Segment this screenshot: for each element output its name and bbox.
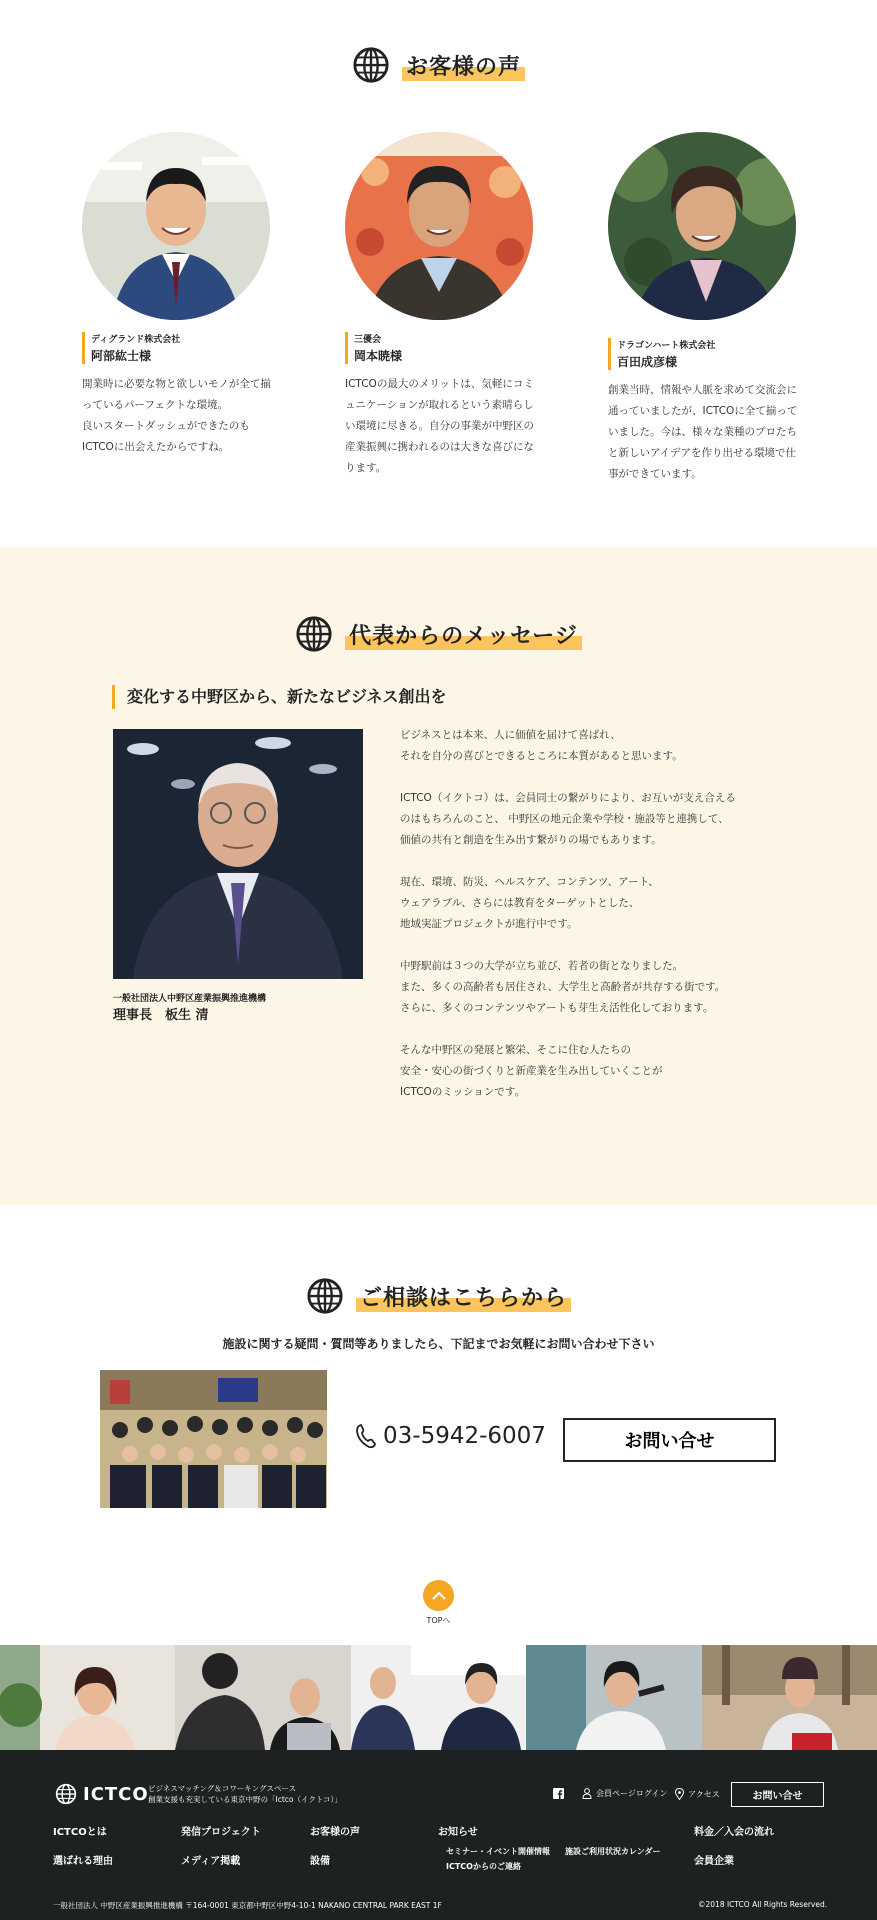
globe-icon <box>295 615 333 653</box>
phone-icon <box>355 1423 377 1449</box>
message-paragraph: 現在、環境、防災、ヘルスケア、コンテンツ、アート、 ウェアラブル、さらには教育をターゲットとした、 地域実証プロジェクトが進行中です。 <box>400 876 659 930</box>
chevron-up-icon <box>432 1591 446 1601</box>
facebook-icon <box>553 1788 564 1799</box>
customer-identity <box>345 332 545 364</box>
message-paragraph: ICTCO（イクトコ）は、会員同士の繋がりにより、お互いが支え合える のはもちろんのこと、 中野区の地元企業や学校・施設等と連携して、 価値の共有と創造を生み出す繋がりの場でもあります。 <box>400 792 736 846</box>
voice-card <box>608 132 808 485</box>
facebook-link[interactable] <box>553 1788 564 1799</box>
contact-title: ご相談はこちらから <box>356 1281 571 1312</box>
phone-number-text: 03-5942-6007 <box>383 1423 546 1449</box>
site-logo[interactable] <box>55 1783 149 1805</box>
footer-nav-voices[interactable]: お客様の声 <box>310 1827 360 1838</box>
group-photo <box>100 1370 327 1508</box>
customer-photo <box>82 132 270 320</box>
contact-lead: 施設に関する疑問・質問等ありましたら、下記までお気軽にお問い合わせ下さい <box>222 1337 655 1351</box>
customer-identity <box>608 338 808 370</box>
message-headline: 変化する中野区から、新たなビジネス創出を <box>112 685 447 709</box>
footer-nav-about[interactable]: ICTCOとは <box>53 1827 107 1838</box>
message-paragraph: ビジネスとは本来、人に価値を届けて喜ばれ、 それを自分の喜びとできるところに本質があると思います。 <box>400 729 683 762</box>
access-link[interactable] <box>675 1788 720 1800</box>
voice-card <box>82 132 282 458</box>
voices-title: お客様の声 <box>402 50 525 81</box>
strip-photo <box>526 1645 701 1750</box>
footer-nav-contact-from[interactable]: ICTCOからのご連絡 <box>446 1862 521 1871</box>
member-login-link[interactable] <box>582 1788 667 1799</box>
user-icon <box>582 1788 592 1799</box>
back-to-top-button[interactable] <box>423 1580 454 1611</box>
message-title: 代表からのメッセージ <box>345 619 582 650</box>
globe-icon <box>55 1783 77 1805</box>
map-pin-icon <box>675 1788 684 1800</box>
strip-photo <box>0 1645 175 1750</box>
logo-text: ICTCO <box>83 1783 149 1805</box>
strip-photo <box>702 1645 877 1750</box>
customer-comment: 開業時に必要な物と欲しいモノが全て揃 っているパーフェクトな環境。 良いスタートダッシュができたのも ICTCOに出会えたからですね。 <box>82 378 271 453</box>
footer-nav-members[interactable]: 会員企業 <box>694 1856 734 1867</box>
customer-company: 三優会 <box>354 335 382 345</box>
customer-company: ディグランド株式会社 <box>91 335 181 345</box>
strip-photo <box>175 1645 350 1750</box>
customer-voices-section <box>0 0 877 547</box>
footer-nav-calendar[interactable]: 施設ご利用状況カレンダー <box>565 1847 661 1856</box>
message-body <box>400 725 780 1124</box>
customer-identity <box>82 332 282 364</box>
footer-nav-pricing[interactable]: 料金／入会の流れ <box>694 1827 774 1838</box>
footer-address: 一般社団法人 中野区産業振興推進機構 〒164-0001 東京都中野区中野4-10-1 NAKANO CENTRAL PARK EAST 1F <box>53 1901 442 1910</box>
footer-inquiry-button[interactable]: お問い合せ <box>731 1782 824 1807</box>
access-label: アクセス <box>688 1789 720 1799</box>
back-to-top-label[interactable]: TOPへ <box>426 1616 451 1625</box>
contact-heading <box>0 1277 877 1315</box>
site-footer <box>0 1750 877 1920</box>
footer-tagline: ビジネスマッチング＆コワーキングスペース 創業支援も充実している東京中野の「Ictco（イクトコ）」 <box>148 1784 342 1804</box>
customer-photo <box>345 132 533 320</box>
customer-photo <box>608 132 796 320</box>
customer-company: ドラゴンハート株式会社 <box>617 341 716 351</box>
customer-name: 百田成彦様 <box>617 355 678 369</box>
globe-icon <box>306 1277 344 1315</box>
contact-section <box>0 1205 877 1645</box>
customer-name: 阿部紘士様 <box>91 349 152 363</box>
customer-comment: 創業当時、情報や人脈を求めて交流会に 通っていましたが、ICTCOに全て揃って いました。今は、様々な業種のプロたち と新しいアイデアを作り出せる環境で仕 事ができています。 <box>608 384 798 480</box>
message-paragraph: 中野駅前は３つの大学が立ち並び、若者の街となりました。 また、多くの高齢者も居住され、大学生と高齢者が共存する街です。 さらに、多くのコンテンツやアートも芽生え活性化しております。 <box>400 960 726 1014</box>
footer-nav-reasons[interactable]: 選ばれる理由 <box>53 1856 113 1867</box>
member-login-label: 会員ページログイン <box>596 1789 668 1798</box>
message-paragraph: そんな中野区の発展と繁栄、そこに住む人たちの 安全・安心の街づくりと新産業を生み出していくことが ICTCOのミッションです。 <box>400 1044 663 1098</box>
globe-icon <box>352 46 390 84</box>
representative-organization: 一般社団法人中野区産業振興推進機構 <box>113 994 267 1004</box>
customer-comment: ICTCOの最大のメリットは、気軽にコミ ュニケーションが取れるという素晴らし い環境に尽きる。自分の事業が中野区の 産業振興に携われるのは大きな喜びにな ります。 <box>345 378 534 474</box>
customer-name: 岡本暁様 <box>354 349 403 363</box>
strip-photo <box>351 1645 526 1750</box>
representative-name: 理事長 板生 清 <box>113 1008 209 1023</box>
photo-strip <box>0 1645 877 1750</box>
footer-nav-media[interactable]: メディア掲載 <box>181 1856 241 1867</box>
phone-number[interactable] <box>355 1423 546 1449</box>
message-heading <box>0 615 877 653</box>
copyright: ©2018 ICTCO All Rights Reserved. <box>698 1900 828 1909</box>
voice-card <box>345 132 545 479</box>
representative-message-section <box>0 547 877 1205</box>
footer-nav-facilities[interactable]: 設備 <box>310 1856 330 1867</box>
inquiry-button[interactable]: お問い合せ <box>563 1418 776 1462</box>
footer-nav-seminar[interactable]: セミナー・イベント開催情報 <box>446 1847 550 1856</box>
footer-nav-projects[interactable]: 発信プロジェクト <box>181 1827 261 1838</box>
footer-nav-news[interactable]: お知らせ <box>438 1827 478 1838</box>
voices-heading <box>0 46 877 84</box>
representative-photo <box>113 729 363 979</box>
